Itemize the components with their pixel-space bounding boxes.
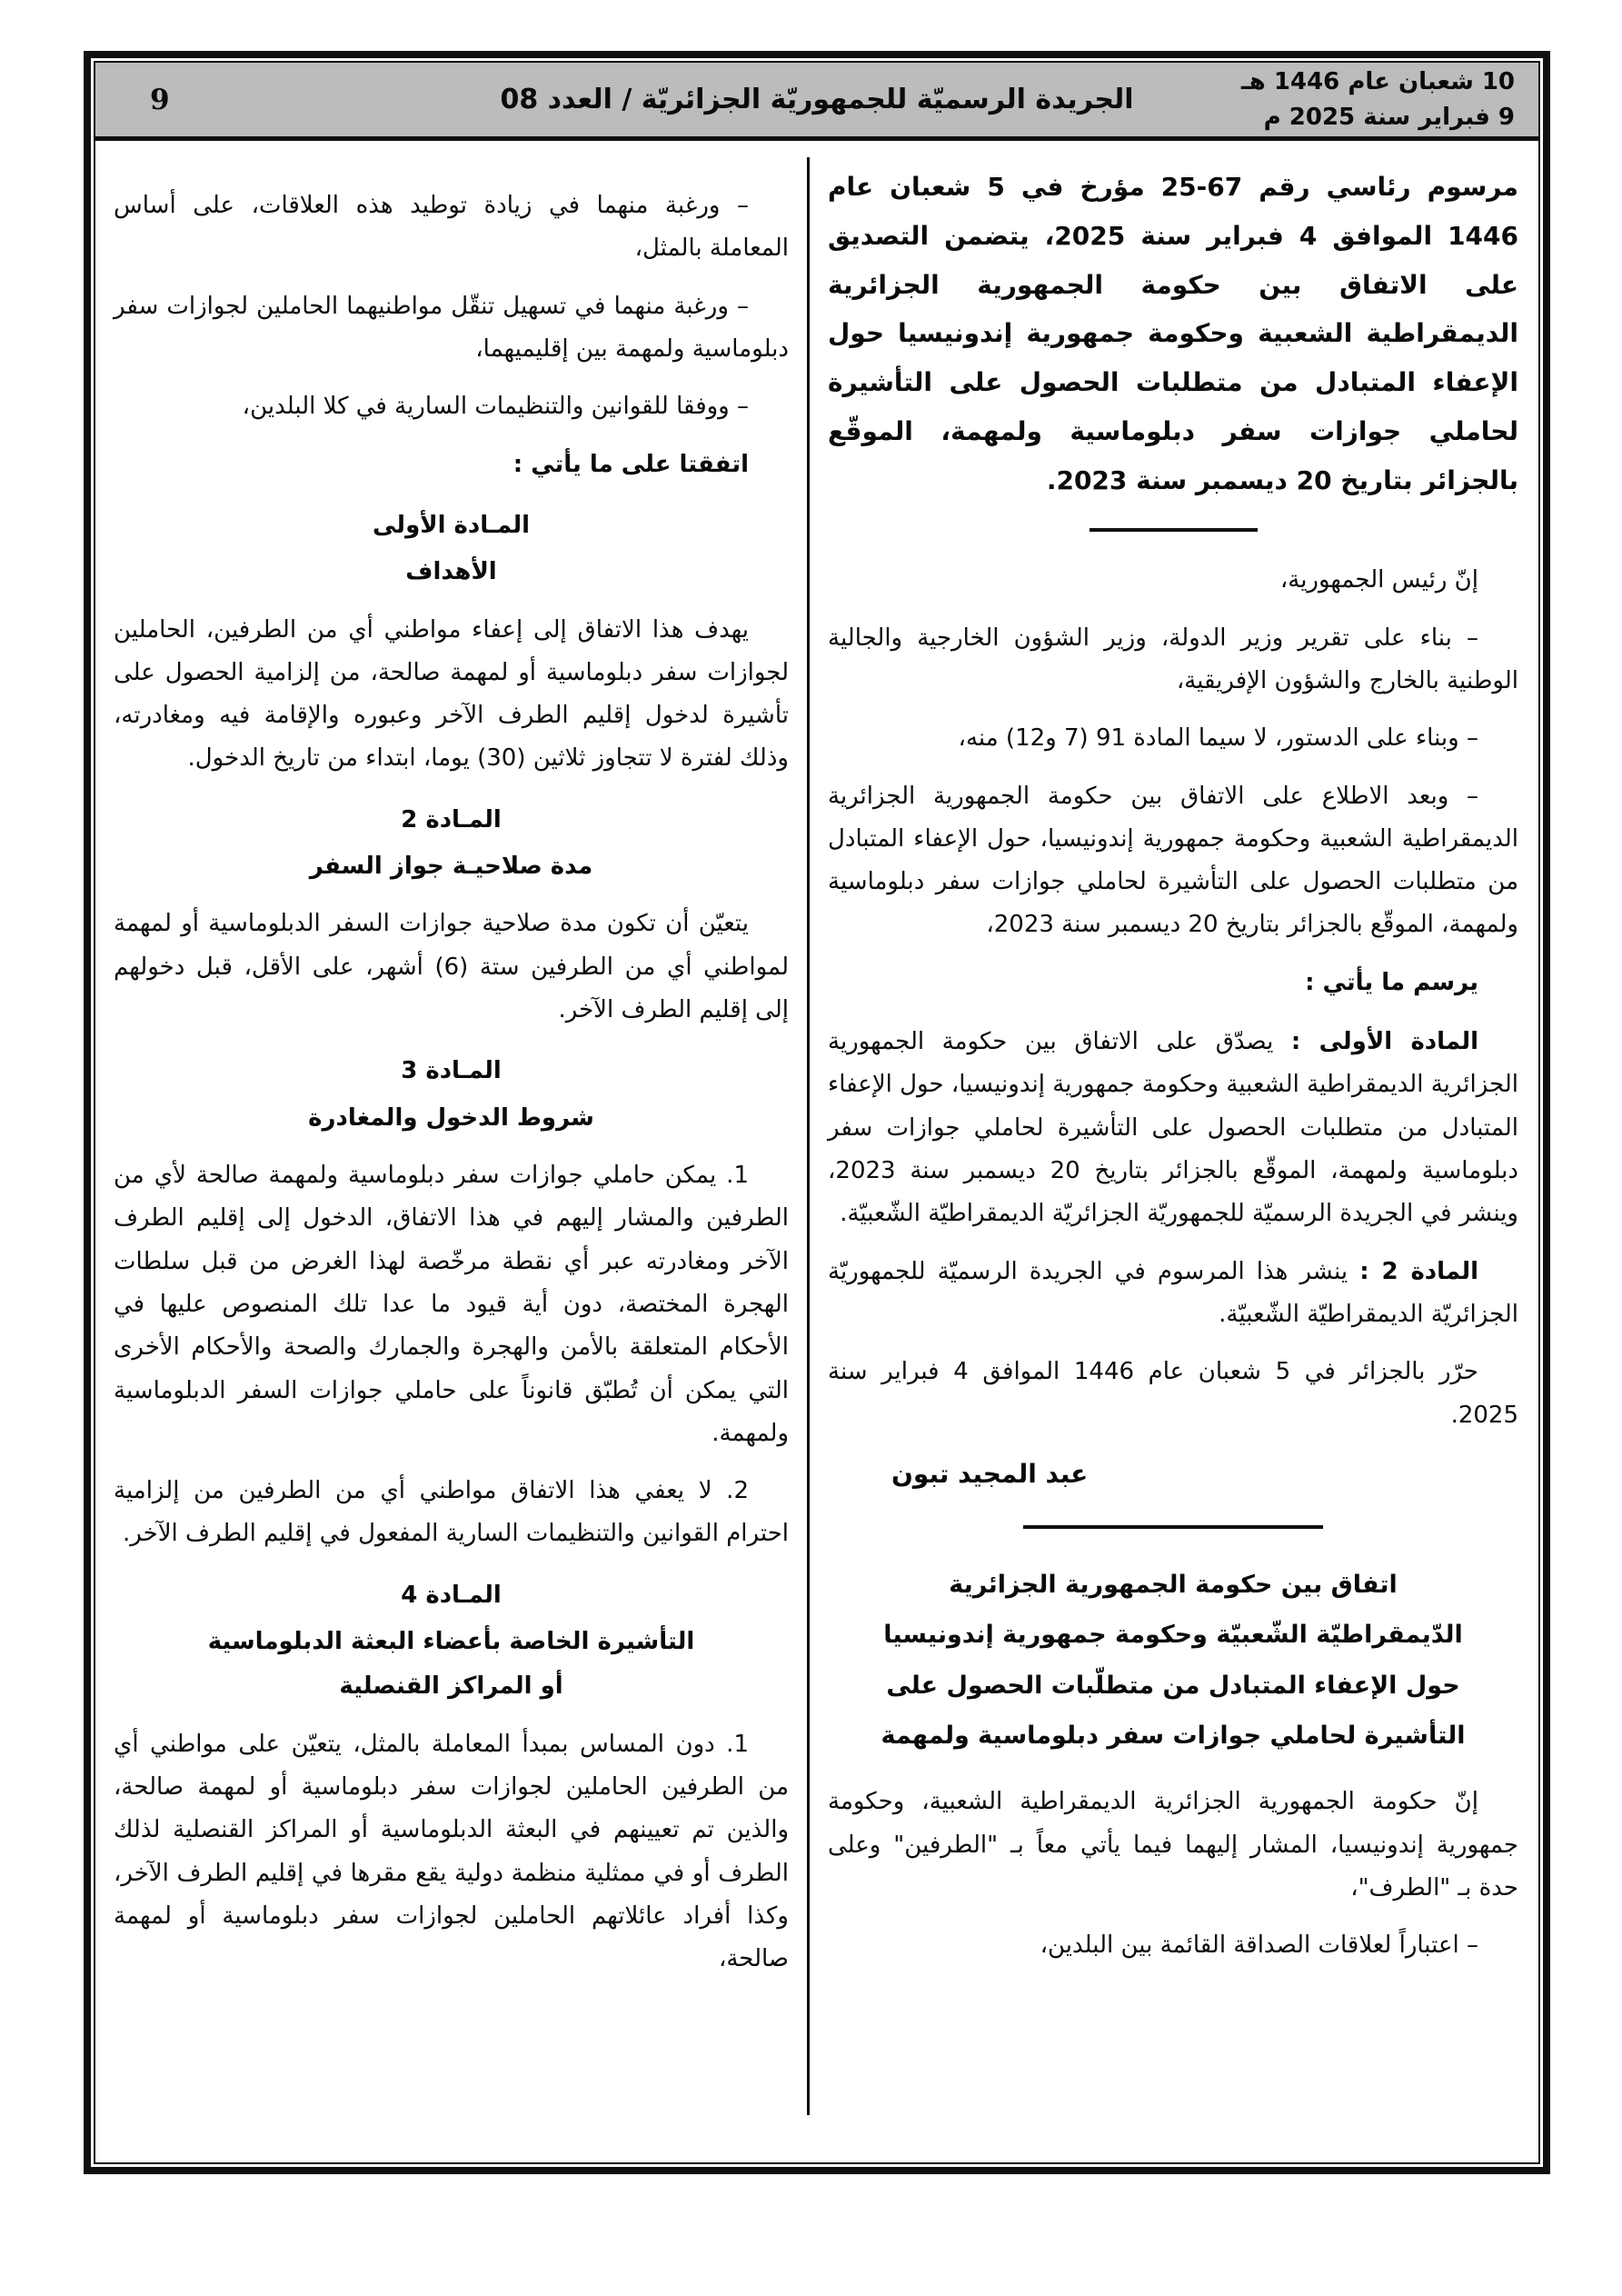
agreement-consideration: – ووفقا للقوانين والتنظيمات السارية في كلا البلدين، (242, 393, 749, 421)
signed-at: حرّر بالجزائر في 5 شعبان عام 1446 الموافق 4 فبراير سنة 2025. (828, 1358, 1518, 1429)
journal-title: الجريدة الرسميّة للجمهوريّة الجزائريّة / العدد 08 (500, 84, 1134, 115)
decree-article-1 (828, 1021, 1518, 1236)
article-1-text: يصدّق على الاتفاق بين حكومة الجمهورية الجزائرية الديمقراطية الشعبية وحكومة جمهورية إندونيسيا، حول الإعفاء المتبادل من متطلبات الحصول على التأشيرة لحاملي جوازات سفر دبلوماسية ولمهمة، الموقّع بالجزائر بتاريخ 20 ديسمبر سنة 2023، وينشر في الجريدة الرسميّة للجمهوريّة الجزائريّة الديمقراطيّة الشّعبيّة. (828, 1028, 1518, 1228)
agreement-intro: إنّ حكومة الجمهورية الجزائرية الديمقراطية الشعبية، وحكومة جمهورية إندونيسيا، المشار إليهما فيما يأتي معاً بـ "الطرفين" وعلى حدة بـ "الطرف"، (828, 1788, 1518, 1902)
decree-consideration: – وبعد الاطلاع على الاتفاق بين حكومة الجمهورية الجزائرية الديمقراطية الشعبية وحكومة جمهورية إندونيسيا، حول الإعفاء المتبادل من متطلبات الحصول على التأشيرة لحاملي جوازات سفر دبلوماسية ولمهمة، الموقّع بالجزائر بتاريخ 20 ديسمبر سنة 2023، (828, 782, 1518, 939)
agreed-clause: اتفقتا على ما يأتي : (512, 450, 749, 478)
page-content (95, 141, 1538, 2162)
article-number: المـادة الأولى (373, 511, 530, 539)
article-paragraph: 1. دون المساس بمبدأ المعاملة بالمثل، يتعيّن على مواطني أي من الطرفين الحاملين لجوازات سفر دبلوماسية أو لمهمة صالحة، والذين تم تعيينهم في البعثة الدبلوماسية أو المراكز القنصلية لذلك الطرف أو في ممثلية منظمة دولية يقع مقرها في إقليم الطرف الآخر، وكذا أفراد عائلاتهم الحاملين لجوازات سفر دبلوماسية أو لمهمة صالحة، (114, 1730, 789, 1973)
article-title: التأشيرة الخاصة بأعضاء البعثة الدبلوماسية (207, 1628, 695, 1656)
article-number: المـادة 2 (401, 805, 502, 834)
agreement-consideration: – اعتباراً لعلاقات الصداقة القائمة بين البلدين، (1040, 1932, 1478, 1960)
article-paragraph: 2. لا يعفي هذا الاتفاق مواطني أي من الطرفين من إلزامية احترام القوانين والتنظيمات السارية المفعول في إقليم الطرف الآخر. (114, 1477, 789, 1548)
agreement-title-line: اتفاق بين حكومة الجمهورية الجزائرية (949, 1570, 1398, 1599)
enacting-clause: يرسم ما يأتي : (1305, 968, 1478, 996)
agreement-title-line: التأشيرة لحاملي جوازات سفر دبلوماسية ولمهمة (881, 1721, 1466, 1750)
article-title-line-2: أو المراكز القنصلية (339, 1672, 563, 1701)
article-number: المـادة 4 (401, 1581, 502, 1609)
article-2-label: المادة 2 : (1359, 1257, 1479, 1285)
decree-consideration: – بناء على تقرير وزير الدولة، وزير الشؤون الخارجية والجالية الوطنية بالخارج والشؤون الإفريقية، (828, 624, 1518, 694)
article-paragraph: يهدف هذا الاتفاق إلى إعفاء مواطني أي من الطرفين، الحاملين لجوازات سفر دبلوماسية أو لمهمة صالحة، من إلزامية الحصول على تأشيرة لدخول إقليم الطرف الآخر وعبوره والإقامة فيه ومغادرته، وذلك لفترة لا تتجاوز ثلاثين (30) يوما، ابتداء من تاريخ الدخول. (114, 615, 789, 773)
article-title: الأهداف (405, 558, 497, 586)
page-number: 9 (150, 83, 170, 116)
page-frame-inner (94, 61, 1540, 2164)
column-left (106, 154, 794, 2162)
agreement-consideration: – ورغبة منهما في زيادة توطيد هذه العلاقات، على أساس المعاملة بالمثل، (114, 192, 789, 263)
header-band (95, 63, 1538, 141)
issue-dates (1241, 65, 1515, 135)
article-title: شروط الدخول والمغادرة (308, 1103, 594, 1132)
agreement-title-line: حول الإعفاء المتبادل من متطلّبات الحصول على (886, 1671, 1460, 1700)
agreement-title (828, 1560, 1518, 1761)
article-2-text: ينشر هذا المرسوم في الجريدة الرسميّة للجمهوريّة الجزائريّة الديمقراطيّة الشّعبيّة. (828, 1257, 1518, 1328)
president-signature: عبد المجيد تبون (891, 1458, 1089, 1489)
decree-heading: مرسوم رئاسي رقم 67-25 مؤرخ في 5 شعبان عام 1446 الموافق 4 فبراير سنة 2025، يتضمن التصديق على الاتفاق بين حكومة الجمهورية الجزائرية الديمقراطية الشعبية وحكومة جمهورية إندونيسيا حول الإعفاء المتبادل من متطلبات الحصول على التأشيرة لحاملي جوازات سفر دبلوماسية ولمهمة، الموقّع بالجزائر بتاريخ 20 ديسمبر سنة 2023. (828, 172, 1519, 495)
article-title: مدة صلاحيـة جواز السفر (309, 853, 593, 881)
page-frame (84, 51, 1550, 2174)
article-paragraph: يتعيّن أن تكون مدة صلاحية جوازات السفر الدبلوماسية أو لمهمة لمواطني أي من الطرفين ستة (6) أشهر، على الأقل، قبل دخولهم إلى إقليم الطرف الآخر. (114, 910, 789, 1023)
decree-preamble-intro: إنّ رئيس الجمهورية، (1279, 566, 1478, 594)
separator-rule (1023, 1525, 1323, 1529)
decree-consideration: – وبناء على الدستور، لا سيما المادة 91 (7 و12) منه، (958, 724, 1478, 753)
date-hijri: 10 شعبان عام 1446 هـ (1240, 67, 1515, 95)
date-gregorian: 9 فبراير سنة 2025 م (1263, 103, 1515, 131)
column-divider (807, 157, 810, 2115)
article-number: المـادة 3 (401, 1057, 502, 1085)
decree-article-2 (828, 1251, 1518, 1337)
article-1-label: المادة الأولى : (1290, 1028, 1479, 1056)
agreement-consideration: – ورغبة منهما في تسهيل تنقّل مواطنيهما الحاملين لجوازات سفر دبلوماسية ولمهمة بين إقليميهما، (114, 292, 789, 363)
article-paragraph: 1. يمكن حاملي جوازات سفر دبلوماسية ولمهمة صالحة لأي من الطرفين والمشار إليهم في هذا الاتفاق، الدخول إلى إقليم الطرف الآخر ومغادرته عبر أي نقطة مرخّصة لهذا الغرض من قبل سلطات الهجرة المختصة، دون أية قيود ما عدا تلك المنصوص عليها في الأحكام المتعلقة بالأمن والهجرة والجمارك والصحة والأحكام الأخرى التي يمكن أن تُطبّق قانوناً على حاملي جوازات السفر الدبلوماسية ولمهمة. (114, 1161, 789, 1447)
separator-rule (1090, 528, 1258, 532)
agreement-title-line: الدّيمقراطيّة الشّعبيّة وحكومة جمهورية إندونيسيا (883, 1621, 1463, 1650)
column-right (822, 154, 1527, 2162)
